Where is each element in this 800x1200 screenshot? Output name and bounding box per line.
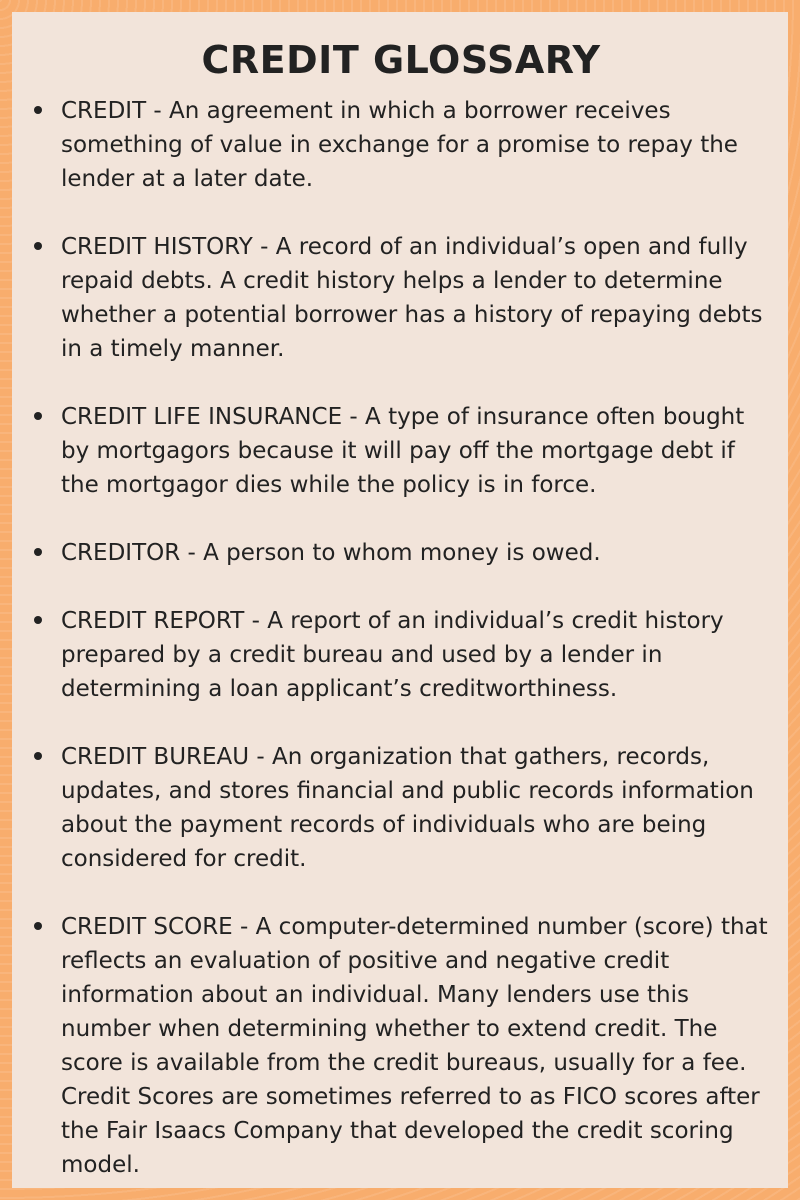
bullet-icon bbox=[34, 106, 42, 114]
glossary-entry-text: CREDIT - An agreement in which a borrower receives something of value in exchange for a promise to repay the lender at a later date. bbox=[61, 98, 738, 192]
bullet-icon bbox=[34, 242, 42, 250]
glossary-entry-text: CREDIT SCORE - A computer-determined number (score) that reflects an evaluation of positive and negative credit information about an individual. Many lenders use this number when determining whether to extend credit. The score is available from the credit bureaus, usually for a fee. Credit Scores are sometimes referred to as FICO scores after the Fair Isaacs Company that developed the credit scoring model. bbox=[61, 914, 768, 1178]
glossary-entry-text: CREDITOR - A person to whom money is owed. bbox=[61, 540, 601, 566]
glossary-entry-credit-bureau bbox=[32, 740, 770, 876]
glossary-entry-text: CREDIT LIFE INSURANCE - A type of insurance often bought by mortgagors because it will pay off the mortgage debt if the mortgagor dies while the policy is in force. bbox=[61, 404, 745, 498]
glossary-entry-credit-report bbox=[32, 604, 770, 706]
bullet-icon bbox=[34, 412, 42, 420]
bullet-icon bbox=[34, 548, 42, 556]
glossary-list bbox=[32, 94, 770, 1182]
bullet-icon bbox=[34, 616, 42, 624]
glossary-entry-credit-score bbox=[32, 910, 770, 1182]
glossary-entry-creditor bbox=[32, 536, 770, 570]
glossary-entry-text: CREDIT HISTORY - A record of an individual’s open and fully repaid debts. A credit history helps a lender to determine whether a potential borrower has a history of repaying debts in a timely manner. bbox=[61, 234, 763, 362]
bullet-icon bbox=[34, 922, 42, 930]
bullet-icon bbox=[34, 752, 42, 760]
glossary-entry-text: CREDIT BUREAU - An organization that gathers, records, updates, and stores financial and public records information about the payment records of individuals who are being considered for credit. bbox=[61, 744, 754, 872]
glossary-entry-text: CREDIT REPORT - A report of an individual’s credit history prepared by a credit bureau and used by a lender in determining a loan applicant’s creditworthiness. bbox=[61, 608, 724, 702]
page-title: CREDIT GLOSSARY bbox=[201, 38, 601, 82]
glossary-entry-credit-history bbox=[32, 230, 770, 366]
glossary-entry-credit-life-insurance bbox=[32, 400, 770, 502]
glossary-entry-credit bbox=[32, 94, 770, 196]
glossary-panel bbox=[12, 12, 788, 1188]
